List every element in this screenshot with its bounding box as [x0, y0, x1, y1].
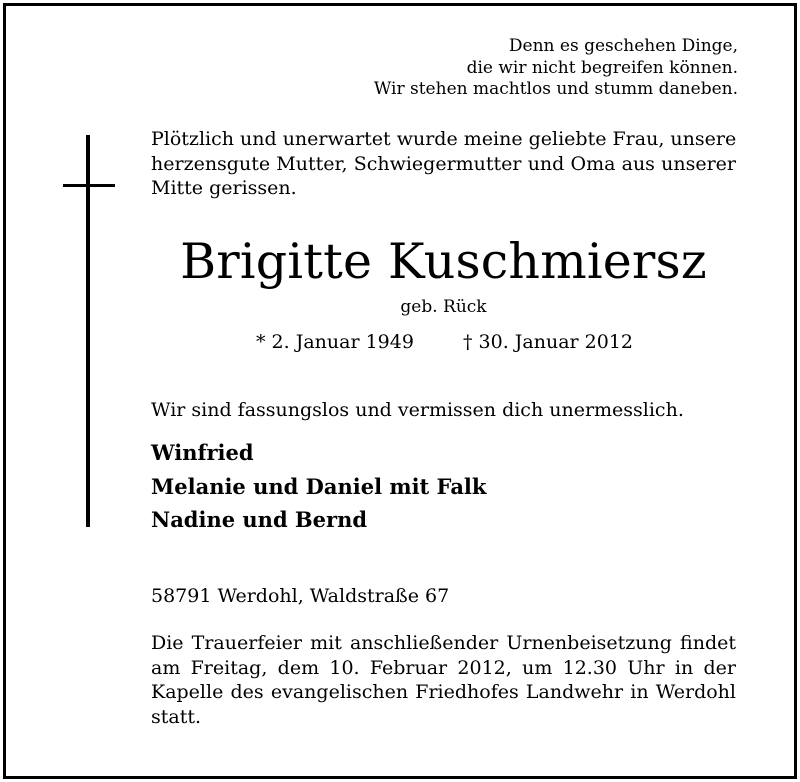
funeral-line: Die Trauerfeier mit anschließender Urnenbeisetzung findet	[151, 632, 736, 654]
intro-text	[151, 127, 736, 201]
maiden-name: geb. Rück	[400, 297, 487, 317]
quote-line: Denn es geschehen Dinge,	[508, 36, 738, 56]
cross-icon-crossbar	[63, 184, 115, 187]
intro-line: herzensgute Mutter, Schwiegermutter und Oma aus unserer	[151, 152, 736, 175]
funeral-line: am Freitag, dem 10. Februar 2012, um 12.30 Uhr in der	[151, 656, 736, 679]
funeral-line: statt.	[151, 705, 202, 728]
intro-line: Plötzlich und unerwartet wurde meine geliebte Frau, unsere	[151, 128, 737, 150]
address: 58791 Werdohl, Waldstraße 67	[151, 585, 450, 607]
funeral-line: Kapelle des evangelischen Friedhofes Landwehr in Werdohl	[151, 681, 736, 703]
mourning-text: Wir sind fassungslos und vermissen dich unermesslich.	[151, 399, 684, 421]
funeral-info	[151, 631, 736, 729]
intro-line: Mitte gerissen.	[151, 177, 297, 199]
family-member: Melanie und Daniel mit Falk	[151, 473, 487, 499]
family-member: Winfried	[151, 440, 254, 465]
birth-date: * 2. Januar 1949	[256, 331, 414, 353]
family-member: Nadine und Bernd	[151, 507, 368, 532]
death-date: † 30. Januar 2012	[463, 331, 634, 353]
cross-icon	[86, 135, 90, 527]
deceased-name: Brigitte Kuschmiersz	[180, 233, 707, 290]
quote-block	[374, 36, 738, 101]
quote-line: Wir stehen machtlos und stumm daneben.	[373, 79, 738, 99]
quote-line: die wir nicht begreifen können.	[466, 57, 738, 78]
family-list	[151, 436, 486, 537]
